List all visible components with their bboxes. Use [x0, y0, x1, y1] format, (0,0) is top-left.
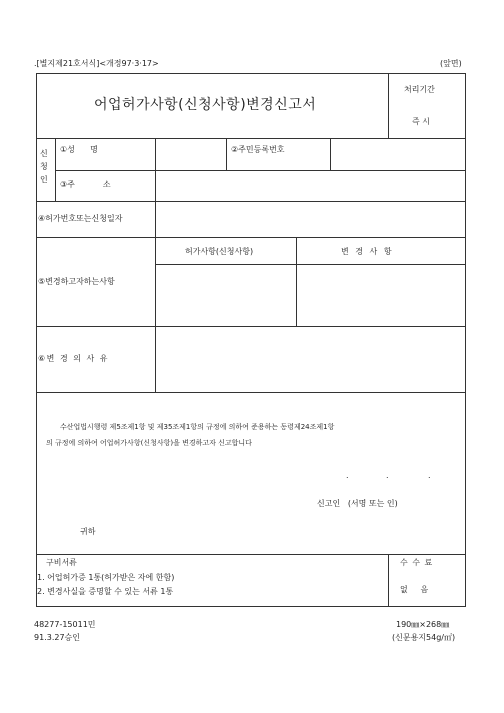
reason-top-line — [36, 326, 466, 327]
applicant-group-char-3: 인 — [40, 175, 48, 184]
date-mark-month: . — [386, 471, 389, 480]
fee-divider — [388, 554, 389, 607]
recipient-label: 귀하 — [80, 527, 96, 536]
reason-label: ⑥변 경 의 사 유 — [38, 354, 109, 363]
address-label: ③주 소 — [60, 180, 111, 189]
applicant-group-char-2: 청 — [40, 162, 48, 171]
permit-top-line — [36, 201, 466, 202]
change-top-line — [36, 237, 466, 238]
change-header-line — [155, 264, 466, 265]
documents-item-2: 2. 변경사실을 증명할 수 있는 서류 1통 — [37, 587, 174, 596]
rrn-label: ②주민등록번호 — [231, 145, 285, 154]
name-field[interactable] — [160, 146, 222, 162]
applicant-row-divider — [55, 170, 466, 171]
footer-paper: (신문용지54g/㎡) — [392, 633, 456, 642]
reason-label-divider — [155, 326, 156, 392]
date-mark-year: . — [346, 471, 349, 480]
fee-label: 수 수 료 — [400, 558, 434, 567]
change-col2-header: 변 경 사 항 — [341, 247, 394, 256]
processing-period-value: 즉 시 — [412, 117, 430, 126]
processing-period-label: 처리기간 — [404, 85, 435, 94]
date-mark-day: . — [428, 471, 431, 480]
rrn-right-divider — [330, 138, 331, 170]
change-col1-header: 허가사항(신청사항) — [185, 247, 254, 256]
rrn-left-divider — [226, 138, 227, 170]
address-field[interactable] — [160, 178, 460, 194]
change-label-divider — [155, 237, 156, 326]
form-title: 어업허가사항(신청사항)변경신고서 — [94, 97, 317, 113]
change-col2-field[interactable] — [301, 270, 461, 320]
name-label: ①성 명 — [60, 145, 98, 154]
documents-title: 구비서류 — [46, 558, 77, 567]
applicant-label-divider — [155, 138, 156, 201]
applicant-group-char-1: 신 — [40, 149, 48, 158]
footer-approval: 91.3.27승인 — [34, 633, 80, 642]
documents-item-1: 1. 어업허가증 1통(허가받은 자에 한함) — [37, 573, 175, 582]
change-label: ⑤변경하고자하는사항 — [38, 277, 115, 286]
change-col1-field[interactable] — [160, 270, 290, 320]
title-separator — [388, 73, 389, 138]
permit-label-divider — [155, 201, 156, 237]
declaration-top-line — [36, 392, 466, 393]
permit-field[interactable] — [160, 210, 460, 226]
declaration-line-2: 의 규정에 의하여 어업허가사항(신청사항)을 변경하고자 신고합니다 — [46, 439, 252, 447]
reason-field[interactable] — [160, 332, 460, 386]
fee-value: 없 음 — [400, 585, 429, 594]
declaration-line-1: 수산업법시행령 제5조제1항 및 제35조제1항의 규정에 의하여 준용하는 동령제24조제1항 — [60, 423, 335, 431]
signer-label: 신고인 (서명 또는 인) — [317, 499, 398, 508]
title-bottom-line — [36, 138, 466, 139]
permit-label: ④허가번호또는신청일자 — [38, 214, 123, 223]
rrn-field[interactable] — [335, 146, 460, 162]
footer-code: 48277-15011민 — [34, 620, 96, 629]
page-side: (앞면) — [440, 59, 462, 68]
documents-top-line — [36, 554, 466, 555]
change-column-divider — [296, 237, 297, 326]
form-number: .[별지제21호서식]<개정97·3·17> — [34, 59, 159, 68]
footer-size: 190㎜×268㎜ — [396, 620, 450, 629]
